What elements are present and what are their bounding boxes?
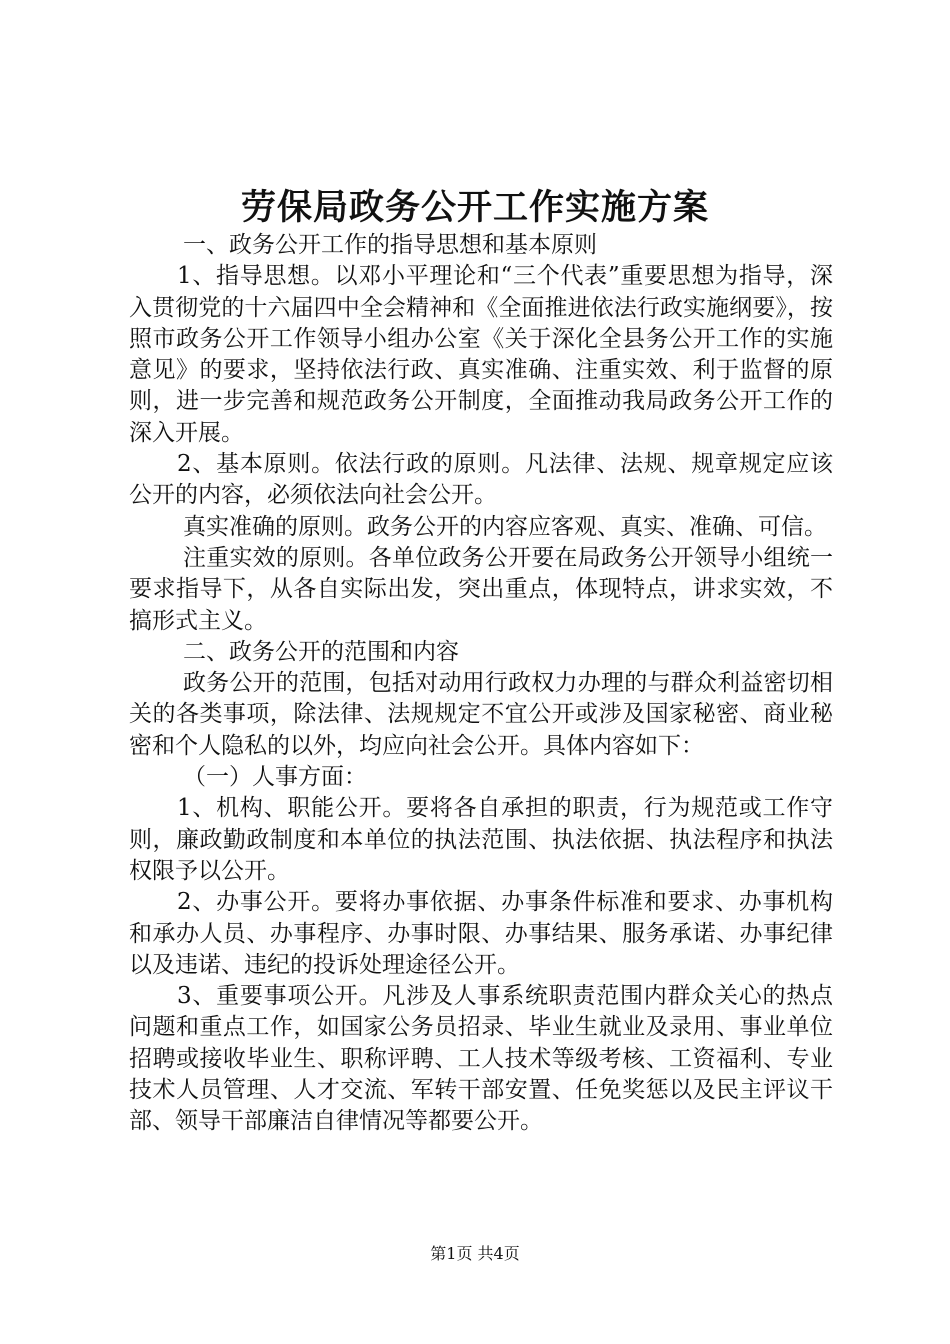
paragraph-basic-principles: 2、基本原则。依法行政的原则。凡法律、法规、规章规定应该公开的内容，必须依法向社会公开。	[129, 451, 833, 509]
document-title: 劳保局政务公开工作实施方案	[240, 187, 709, 228]
paragraph-important-matters: 3、重要事项公开。凡涉及人事系统职责范围内群众关心的热点问题和重点工作，如国家公务员招录、毕业生就业及录用、事业单位招聘或接收毕业生、职称评聘、工人技术等级考核、工资福利、专业技术人员管理、人才交流、军转干部安置、任免奖惩以及民主评议干部、领导干部廉洁自律情况等都要公开。	[129, 983, 833, 1135]
subsection-heading-personnel: （一）人事方面：	[183, 764, 367, 791]
document-body	[129, 230, 833, 1138]
paragraph-institution-disclosure: 1、机构、职能公开。要将各自承担的职责，行为规范或工作守则，廉政勤政制度和本单位的执法范围、执法依据、执法程序和执法权限予以公开。	[129, 795, 833, 884]
paragraph-effectiveness-principle: 注重实效的原则。各单位政务公开要在局政务公开领导小组统一要求指导下，从各自实际出发，突出重点，体现特点，讲求实效，不搞形式主义。	[129, 544, 833, 634]
section-heading-1: 一、政务公开工作的指导思想和基本原则	[183, 232, 597, 258]
paragraph-accuracy-principle: 真实准确的原则。政务公开的内容应客观、真实、准确、可信。	[183, 513, 827, 540]
section-heading-2: 二、政务公开的范围和内容	[183, 638, 459, 665]
paragraph-guiding-ideology: 1、指导思想。以邓小平理论和“三个代表”重要思想为指导，深入贯彻党的十六届四中全会精神和《全面推进依法行政实施纲要》，按照市政务公开工作领导小组办公室《关于深化全县务公开工作的实施意见》的要求，坚持依法行政、真实准确、注重实效、利于监督的原则，进一步完善和规范政务公开制度，全面推动我局政务公开工作的深入开展。	[129, 263, 833, 446]
paragraph-scope: 政务公开的范围，包括对动用行政权力办理的与群众利益密切相关的各类事项，除法律、法规规定不宜公开或涉及国家秘密、商业秘密和个人隐私的以外，均应向社会公开。具体内容如下：	[129, 670, 833, 759]
paragraph-affairs-disclosure: 2、办事公开。要将办事依据、办事条件标准和要求、办事机构和承办人员、办事程序、办事时限、办事结果、服务承诺、办事纪律以及违诺、违纪的投诉处理途径公开。	[129, 889, 833, 978]
page-number-footer: 第1页 共4页	[430, 1244, 520, 1263]
